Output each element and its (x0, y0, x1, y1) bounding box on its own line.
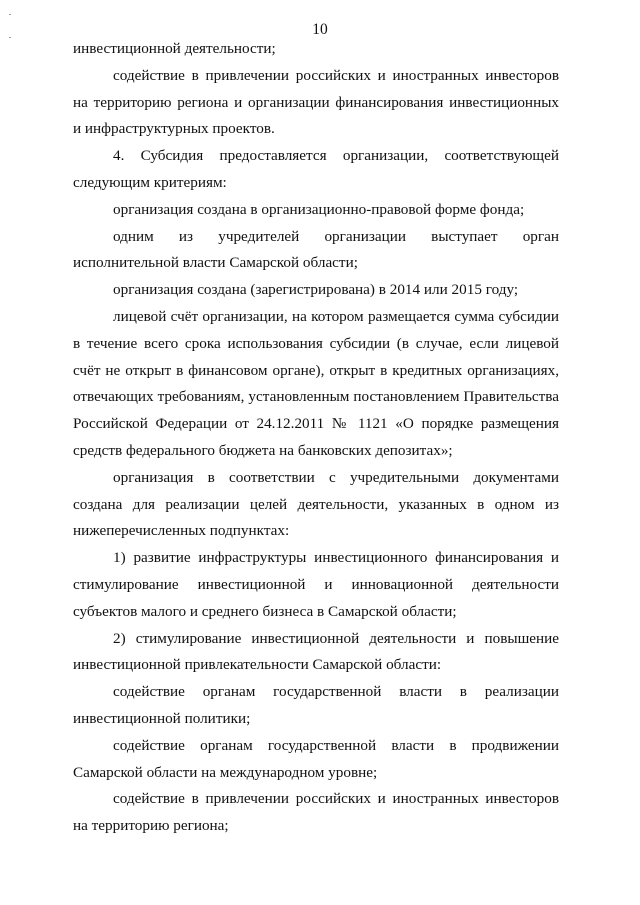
scan-artifact (9, 14, 11, 15)
paragraph-1: инвестиционной деятельности; (73, 40, 276, 57)
paragraph-5: одним из учредителей организации выступает орган исполнительной власти Самарской области; (73, 227, 559, 272)
paragraph-4: организация создана в организационно-правовой форме фонда; (113, 200, 525, 218)
paragraph-8: организация в соответствии с учредительными документами создана для реализации целей деятельности, указанных в одном из нижеперечисленных подпунктах: (73, 468, 559, 540)
paragraph-11: содействие органам государственной власти в реализации инвестиционной политики; (73, 683, 559, 727)
paragraph-3: 4. Субсидия предоставляется организации, соответствующей следующим критериям: (73, 147, 559, 191)
paragraph-7: лицевой счёт организации, на котором размещается сумма субсидии в течение всего срока использования субсидии (в случае, если лицевой счёт не открыт в финансовом органе), открыт в кредитных организациях, отвечающих требованиям, установленным постановлением Правительства Российской Федерации от 24.12.2011 № 1121 «О порядке размещения средств федерального бюджета на банковских депозитах»; (73, 307, 559, 459)
paragraph-2: содействие в привлечении российских и иностранных инвесторов на территорию региона и организации финансирования инвестиционных и инфраструктурных проектов. (73, 66, 559, 138)
paragraph-9: 1) развитие инфраструктуры инвестиционного финансирования и стимулирование инвестиционной и инновационной деятельности субъектов малого и среднего бизнеса в Самарской области; (73, 549, 559, 620)
document-body (73, 36, 559, 840)
paragraph-10: 2) стимулирование инвестиционной деятельности и повышение инвестиционной привлекательности Самарской области: (73, 629, 559, 674)
paragraph-13: содействие в привлечении российских и иностранных инвесторов на территорию региона; (73, 790, 559, 835)
paragraph-12: содействие органам государственной власти в продвижении Самарской области на международном уровне; (73, 736, 559, 781)
page-number: 10 (312, 21, 328, 38)
paragraph-6: организация создана (зарегистрирована) в 2014 или 2015 году; (113, 281, 519, 299)
